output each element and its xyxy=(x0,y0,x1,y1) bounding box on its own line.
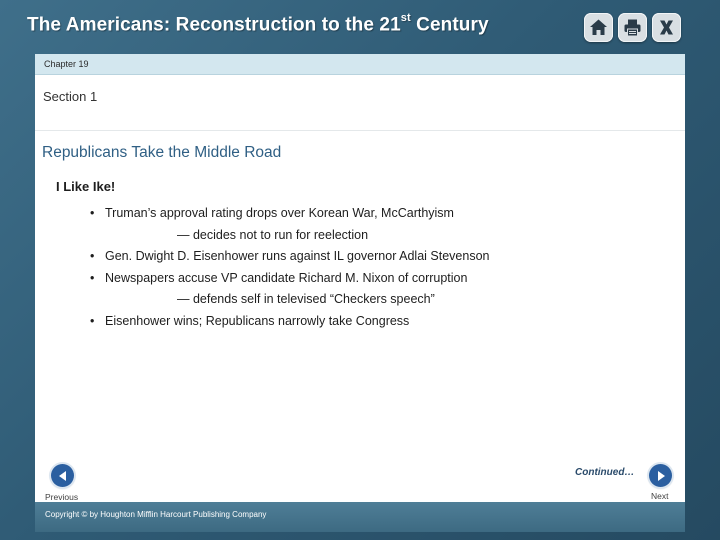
slide-panel xyxy=(35,54,685,532)
list-item: • Eisenhower wins; Republicans narrowly take Congress xyxy=(90,311,489,333)
next-button[interactable] xyxy=(649,464,672,487)
print-button[interactable] xyxy=(618,13,647,42)
chapter-bar xyxy=(35,54,685,75)
print-icon xyxy=(622,17,643,38)
title-bar xyxy=(0,0,720,54)
arrow-left-icon xyxy=(56,469,70,483)
copyright-text: Copyright © by Houghton Mifflin Harcourt Publishing Company xyxy=(45,510,267,519)
app-title xyxy=(27,14,489,36)
app-title-main: The Americans: Reconstruction to the 21 xyxy=(27,14,401,36)
home-icon xyxy=(588,17,609,38)
next-label[interactable]: Next xyxy=(651,491,669,501)
list-item: • Gen. Dwight D. Eisenhower runs against IL governor Adlai Stevenson xyxy=(90,246,489,268)
slide-heading: Republicans Take the Middle Road xyxy=(42,144,282,161)
previous-button[interactable] xyxy=(51,464,74,487)
previous-label[interactable]: Previous xyxy=(45,492,79,502)
close-button[interactable] xyxy=(652,13,681,42)
chapter-label: Chapter 19 xyxy=(44,59,89,69)
bullet-list xyxy=(90,203,489,332)
list-item: — decides not to run for reelection xyxy=(177,227,369,242)
footer-bar xyxy=(35,502,685,532)
list-item: — defends self in televised “Checkers speech” xyxy=(177,292,435,306)
continued-label: Continued… xyxy=(575,467,635,478)
list-item: • Newspapers accuse VP candidate Richard M. Nixon of corruption xyxy=(90,268,489,290)
close-icon xyxy=(656,17,677,38)
arrow-right-icon xyxy=(654,469,668,483)
app-title-end: Century xyxy=(410,14,489,36)
top-toolbar xyxy=(584,13,681,42)
section-divider xyxy=(35,130,685,131)
slide-subheading: I Like Ike! xyxy=(56,179,116,194)
app-title-superscript: st xyxy=(400,12,411,24)
section-label: Section 1 xyxy=(43,89,98,104)
home-button[interactable] xyxy=(584,13,613,42)
list-item: • Truman’s approval rating drops over Korean War, McCarthyism xyxy=(90,203,489,225)
